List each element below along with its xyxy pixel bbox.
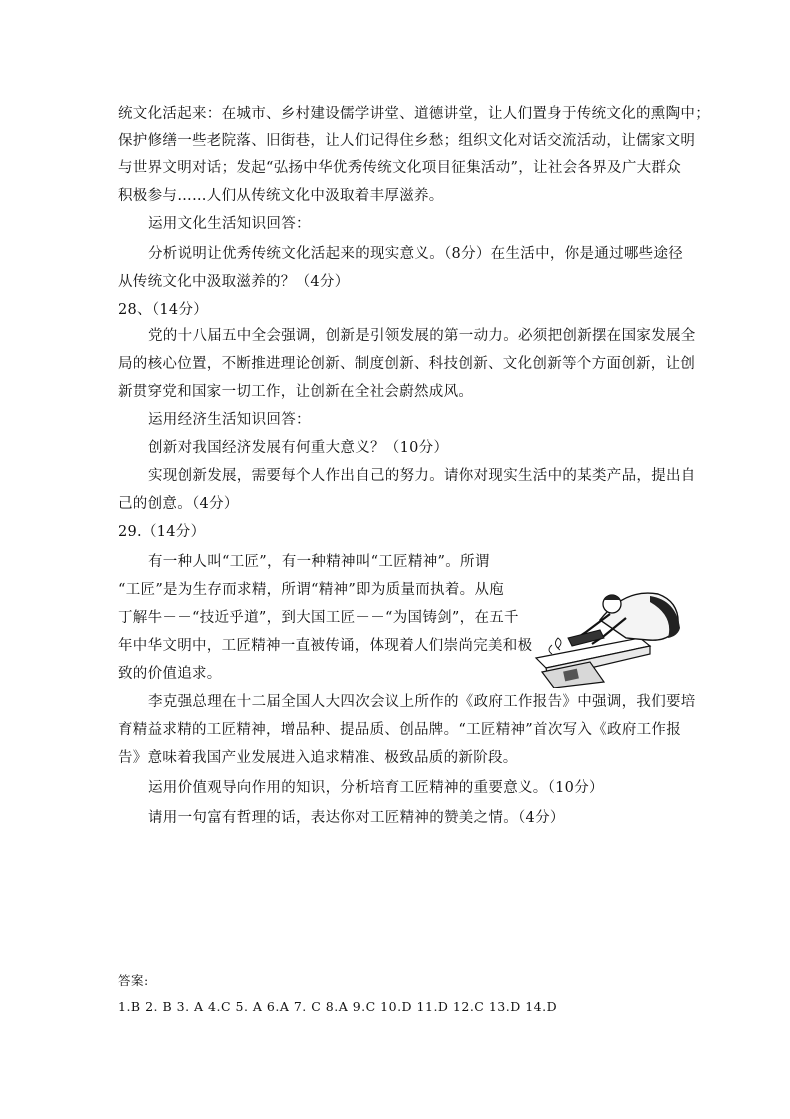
text-line: 保护修缮一些老院落、旧街巷，让人们记得住乡愁；组织文化对话交流活动，让儒家文明 — [118, 133, 696, 149]
text-line: 有一种人叫“工匠”，有一种精神叫“工匠精神”。所谓 — [148, 554, 490, 570]
answer-key: 1.B 2. B 3. A 4.C 5. A 6.A 7. C 8.A 9.C 10.D 11.D 12.C 13.D 14.D — [118, 999, 558, 1014]
text-line: 育精益求精的工匠精神，增品种、提品质、创品牌。“工匠精神”首次写入《政府工作报 — [118, 722, 682, 738]
text-line: 致的价值追求。 — [118, 666, 222, 682]
answer-label: 答案: — [118, 973, 149, 988]
text-line: 新贯穿党和国家一切工作，让创新在全社会蔚然成风。 — [118, 384, 474, 400]
text-line: 局的核心位置，不断推进理论创新、制度创新、科技创新、文化创新等个方面创新，让创 — [118, 356, 696, 372]
text-line: “工匠”是为生存而求精，所谓“精神”即为质量而执着。从庖 — [118, 582, 505, 598]
instruction-line: 运用经济生活知识回答： — [148, 412, 311, 428]
question-line: 运用价值观导向作用的知识，分析培育工匠精神的重要意义。（10分） — [148, 780, 604, 796]
question-line: 己的创意。（4分） — [118, 496, 239, 512]
text-line: 丁解牛－－“技近乎道”，到大国工匠－－“为国铸剑”，在五千 — [118, 610, 519, 626]
text-line: 李克强总理在十二届全国人大四次会议上所作的《政府工作报告》中强调，我们要培 — [148, 694, 696, 710]
question-number-28: 28、（14分） — [118, 302, 209, 318]
question-line: 创新对我国经济发展有何重大意义？（10分） — [148, 440, 449, 456]
question-line: 分析说明让优秀传统文化活起来的现实意义。（8分）在生活中，你是通过哪些途径 — [148, 246, 684, 262]
text-line: 与世界文明对话；发起“弘扬中华优秀传统文化项目征集活动”，让社会各界及广大群众 — [118, 160, 682, 176]
craftsman-planing-wood-illustration — [530, 580, 684, 688]
question-number-29: 29.（14分） — [118, 524, 206, 540]
question-line: 请用一句富有哲理的话，表达你对工匠精神的赞美之情。（4分） — [148, 810, 565, 826]
text-line: 党的十八届五中全会强调，创新是引领发展的第一动力。必须把创新摆在国家发展全 — [148, 328, 696, 344]
text-line: 告》意味着我国产业发展进入追求精准、极致品质的新阶段。 — [118, 750, 518, 766]
text-line: 积极参与……人们从传统文化中汲取着丰厚滋养。 — [118, 188, 444, 204]
question-line: 实现创新发展，需要每个人作出自己的努力。请你对现实生活中的某类产品，提出自 — [148, 468, 696, 484]
instruction-line: 运用文化生活知识回答： — [148, 216, 311, 232]
text-line: 统文化活起来：在城市、乡村建设儒学讲堂、道德讲堂，让人们置身于传统文化的熏陶中； — [118, 106, 710, 122]
text-line: 年中华文明中，工匠精神一直被传诵，体现着人们崇尚完美和极 — [118, 638, 533, 654]
question-line: 从传统文化中汲取滋养的？（4分） — [118, 274, 350, 290]
